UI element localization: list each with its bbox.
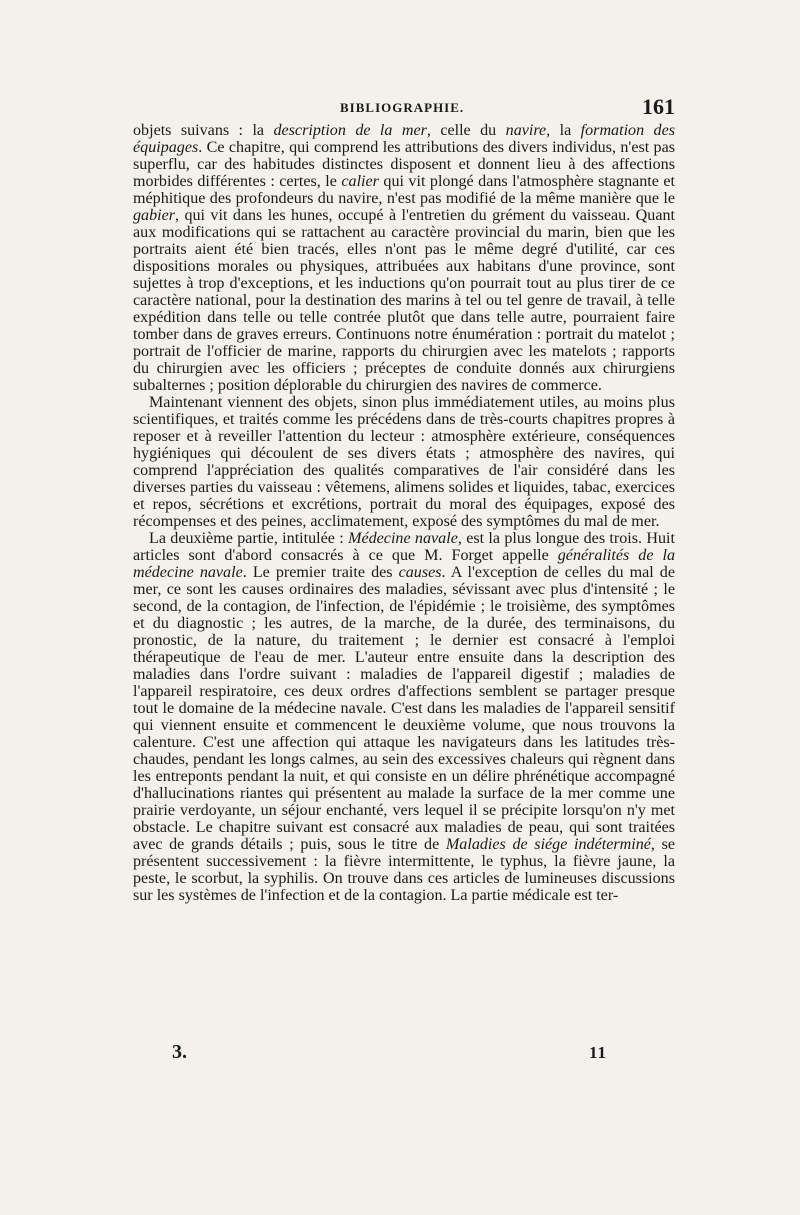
text-run: . Le premier traite des xyxy=(242,564,399,581)
italic-text: navire xyxy=(505,122,547,139)
text-run: . A l'exception de celles du mal de mer, ce sont les causes ordinaires des maladies, sévissant avec plus d'intensité ; le second, de la contagion, de l'infection, de l'épidémie ; le troisième, des symptômes et du diagnostic ; les autres, de la marche, de la durée, des terminaisons, du pronostic, de la nature, du traitement ; le dernier est consacré à l'emploi thérapeutique de l'eau de mer. L'auteur entre ensuite dans la description des maladies dans l'ordre suivant : maladies de l'appareil digestif ; maladies de l'appareil respiratoire, ces deux ordres d'affections semblent se partager presque tout le domaine de la médecine navale. C'est dans les maladies de l'appareil sensitif qui viennent ensuite et commencent le deuxième volume, que nous trouvons la calenture. C'est une affection qui attaque les navigateurs dans les latitudes très-chaudes, pendant les longs calmes, au sein des excessives chaleurs qui règnent dans les entreponts pendant la nuit, et qui consiste en un délire phrénétique accompagné d'hallucinations riantes qui présentent au malade la surface de la mer comme une prairie verdoyante, un séjour enchanté, vers lequel il se précipite lorsqu'on n'y met obstacle. Le chapitre suivant est consacré aux maladies de peau, qui sont traitées avec de grands détails ; puis, sous le titre de xyxy=(133,564,675,853)
signature-mark: 3. xyxy=(172,1041,187,1063)
text-run: Maintenant viennent des objets, sinon plus immédiatement utiles, au moins plus scientifiques, et traités comme les précédens dans de très-courts chapitres propres à reposer et à reveiller l'attention du lecteur : atmosphère extérieure, conséquences hygiéniques qui découlent de ses divers états ; atmosphère des navires, qui comprend l'appréciation des qualités comparatives de l'air considéré dans les diverses parties du vaisseau : vêtemens, alimens solides et liquides, tabac, exercices et repos, sécrétions et excrétions, portrait du moral des équipages, exposé des récompenses et des peines, acclimatement, exposé des symptômes du mal de mer. xyxy=(133,394,675,530)
italic-text: description de la mer xyxy=(273,122,427,139)
text-run: La deuxième partie, intitulée : xyxy=(149,530,349,547)
body-text xyxy=(133,122,675,904)
italic-text: calier xyxy=(341,173,379,190)
italic-text: Maladies de siége indéterminé xyxy=(445,836,651,853)
italic-text: gabier xyxy=(133,207,176,224)
paragraph xyxy=(133,394,675,530)
italic-text: Médecine navale xyxy=(348,530,458,547)
page-footer xyxy=(172,1041,607,1067)
text-run: qui vit plongé dans l'atmosphère stagnante et méphitique des profondeurs du navire, n'est pas modifié de la même manière que le xyxy=(133,173,676,207)
italic-text: causes xyxy=(398,564,442,581)
text-run: objets suivans : la xyxy=(133,122,274,139)
paragraph xyxy=(133,530,675,904)
text-run: , se présentent successivement : la fièvre intermittente, le typhus, la fièvre jaune, la peste, le scorbut, la syphilis. On trouve dans ces articles de lumineuses discussions sur les systèmes de l'infection et de la contagion. La partie médicale est ter- xyxy=(133,836,675,904)
text-run: , la xyxy=(546,122,581,139)
italic-text: généralités de la médecine navale xyxy=(133,547,675,581)
text-run: , qui vit dans les hunes, occupé à l'entretien du grément du vaisseau. Quant aux modifications qui se rattachent au caractère provincial du marin, bien que les portraits aient été bien tracés, elles n'ont pas le même degré d'utilité, car ces dispositions morales ou physiques, attribuées aux habitans d'une province, sont sujettes à trop d'exceptions, et les inductions qu'on pourrait tout au plus tirer de ce caractère national, pour la destination des marins à tel ou tel genre de travail, à telle expédition dans telle ou telle contrée plutôt que dans telle autre, pourraient faire tomber dans de graves erreurs. Continuons notre énumération : portrait du matelot ; portrait de l'officier de marine, rapports du chirurgien avec les matelots ; rapports du chirurgien avec les officiers ; préceptes de conduite donnés aux chirurgiens subalternes ; position déplorable du chirurgien des navires de commerce. xyxy=(133,207,675,394)
text-run: , celle du xyxy=(426,122,506,139)
text-run: . Ce chapitre, qui comprend les attributions des divers individus, n'est pas superflu, car des habitudes distinctes disposent et donnent lieu à des affections morbides différentes : certes, le xyxy=(133,139,675,190)
italic-text: formation des équipages xyxy=(133,122,676,156)
page-number: 161 xyxy=(642,94,675,119)
signature-number: 11 xyxy=(588,1043,607,1062)
text-run: , est la plus longue des trois. Huit articles sont d'abord consacrés à ce que M. Forget appelle xyxy=(133,530,675,564)
paragraph xyxy=(133,122,675,394)
running-title: BIBLIOGRAPHIE. xyxy=(340,100,465,115)
